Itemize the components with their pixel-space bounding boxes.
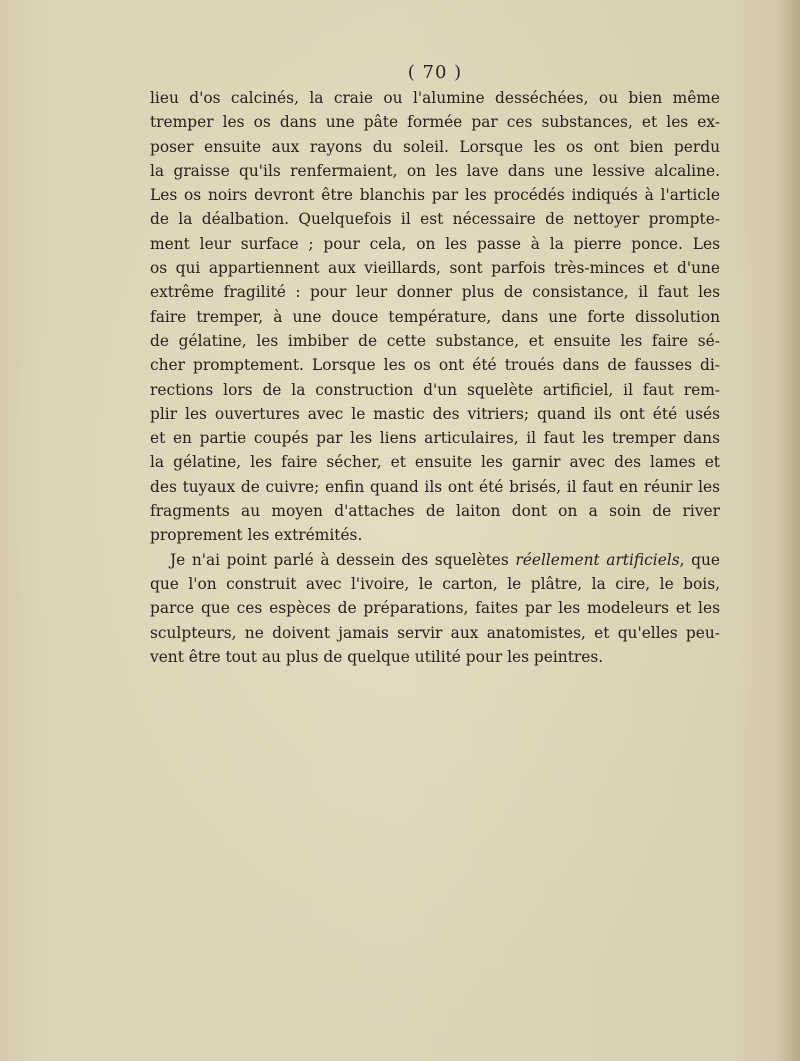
text-line [150, 548, 720, 572]
page-edge-shadow [778, 0, 800, 1061]
text-line: cher promptement. Lorsque les os ont été troués dans de fausses di- [150, 356, 720, 375]
text-line: de gélatine, les imbiber de cette substance, et ensuite les faire sé- [150, 331, 720, 350]
paragraph-1 [150, 86, 720, 548]
text-line: la gélatine, les faire sécher, et ensuite les garnir avec des lames et [150, 453, 720, 472]
text-line: fragments au moyen d'attaches de laiton dont on a soin de river [150, 502, 720, 521]
text-line: poser ensuite aux rayons du soleil. Lorsque les os ont bien perdu [150, 137, 720, 156]
text-line: la graisse qu'ils renfermaient, on les lave dans une lessive alcaline. [150, 161, 720, 180]
body-text [150, 86, 720, 669]
text-line: proprement les extrémités. [150, 526, 363, 545]
text-line: sculpteurs, ne doivent jamais servir aux anatomistes, et qu'elles peu- [150, 623, 720, 642]
text-line: des tuyaux de cuivre; enfin quand ils ont été brisés, il faut en réunir les [150, 477, 720, 496]
text-line: de la déalbation. Quelquefois il est nécessaire de nettoyer prompte- [150, 210, 720, 229]
text-line: parce que ces espèces de préparations, faites par les modeleurs et les [150, 599, 720, 618]
text-line: faire tremper, à une douce température, dans une forte dissolution [150, 307, 720, 326]
text-run: , que [679, 550, 720, 569]
text-line: extrême fragilité : pour leur donner plus de consistance, il faut les [150, 283, 720, 302]
text-line: lieu d'os calcinés, la craie ou l'alumine desséchées, ou bien même [150, 89, 720, 107]
text-line: vent être tout au plus de quelque utilité pour les peintres. [150, 647, 604, 666]
page-number: ( 70 ) [407, 62, 463, 83]
text-line: os qui appartiennent aux vieillards, sont parfois très-minces et d'une [150, 259, 720, 278]
text-line: que l'on construit avec l'ivoire, le carton, le plâtre, la cire, le bois, [150, 574, 720, 593]
text-line: Les os noirs devront être blanchis par les procédés indiqués à l'article [150, 186, 720, 205]
italic-phrase: réellement artificiels [515, 550, 680, 569]
text-line: et en partie coupés par les liens articulaires, il faut les tremper dans [150, 429, 720, 448]
text-line: rections lors de la construction d'un squelète artificiel, il faut rem- [150, 380, 720, 399]
paragraph-2 [150, 548, 720, 669]
text-line: tremper les os dans une pâte formée par ces substances, et les ex- [150, 113, 720, 132]
text-line: ment leur surface ; pour cela, on les passe à la pierre ponce. Les [150, 234, 720, 253]
text-line: plir les ouvertures avec le mastic des vitriers; quand ils ont été usés [150, 404, 720, 423]
text-run: Je n'ai point parlé à dessein des squelètes [170, 550, 516, 569]
